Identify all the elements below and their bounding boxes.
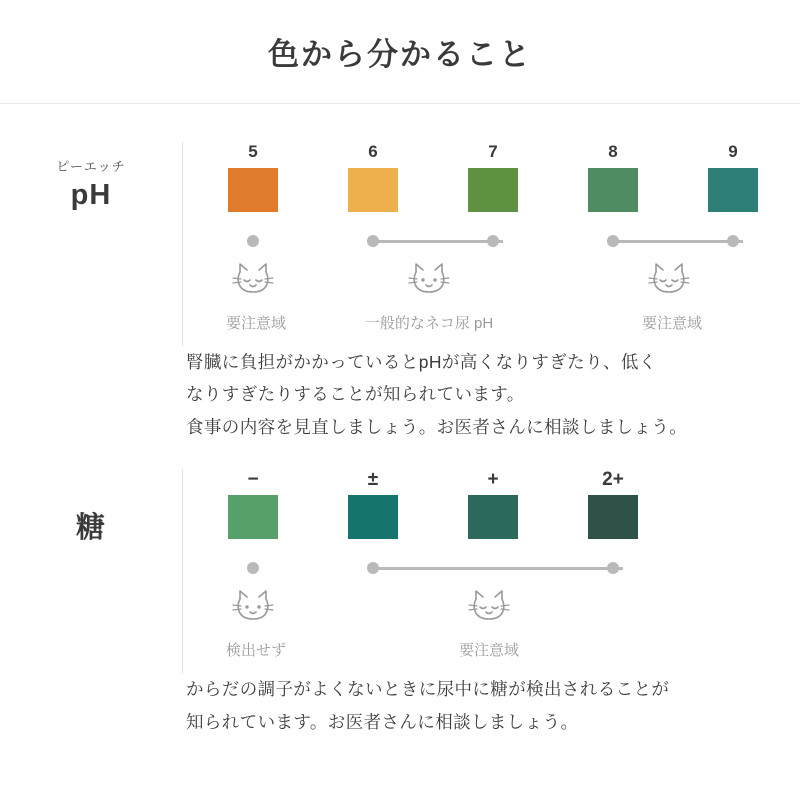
sugar-chart — [182, 469, 800, 673]
section-sugar — [0, 443, 800, 738]
section-ph — [0, 104, 800, 443]
ph-range-bar — [373, 240, 503, 243]
ph-caption: 要注意域 — [225, 315, 286, 332]
ph-value-label: 7 — [488, 142, 498, 161]
ph-cat-row — [183, 256, 800, 312]
ph-caption-row — [183, 312, 800, 346]
ph-range-dot — [247, 235, 259, 247]
cat-face-icon — [466, 583, 512, 629]
sugar-range-dot — [247, 562, 259, 574]
sugar-value-label: − — [247, 469, 259, 491]
sugar-value-label: 2+ — [602, 469, 624, 491]
sugar-range-track-row — [183, 557, 800, 583]
sugar-color-swatch — [468, 495, 518, 539]
cat-face-icon — [230, 256, 276, 302]
sugar-caption: 要注意域 — [458, 642, 519, 660]
ph-value-label: 5 — [248, 142, 258, 161]
ph-value-label: 9 — [728, 142, 738, 161]
ph-caption: 一般的なネコ尿 pH — [364, 315, 494, 332]
ph-range-dot — [607, 235, 619, 247]
cat-face-icon — [646, 256, 692, 302]
ph-paragraph-line: 食事の内容を見直しましょう。お医者さんに相談しましょう。 — [186, 416, 688, 437]
ph-range-track-row — [183, 230, 800, 256]
ph-color-swatch — [228, 168, 278, 212]
sugar-range-dot — [607, 562, 619, 574]
sugar-swatch-row — [183, 469, 800, 557]
ph-paragraph-line: なりすぎたりすることが知られています。 — [186, 384, 525, 405]
ph-range-dot — [367, 235, 379, 247]
sugar-paragraph-line: からだの調子がよくないときに尿中に糖が検出されることが — [186, 679, 670, 700]
ph-value-label: 8 — [608, 142, 618, 161]
ph-label-column — [0, 142, 182, 212]
sugar-caption-row — [183, 639, 800, 673]
sugar-value-label: + — [487, 469, 499, 491]
ph-paragraph-line: 腎臓に負担がかかっているとpHが高くなりすぎたり、低く — [186, 352, 657, 372]
ph-range-dot — [487, 235, 499, 247]
ph-color-swatch — [708, 168, 758, 212]
sugar-body-text — [0, 673, 800, 738]
ph-range-dot — [727, 235, 739, 247]
sugar-paragraph-line: 知られています。お医者さんに相談しましょう。 — [186, 711, 579, 732]
ph-color-swatch — [468, 168, 518, 212]
ph-color-swatch — [348, 168, 398, 212]
page-header — [0, 0, 800, 104]
sugar-value-label: ± — [367, 469, 379, 491]
cat-face-icon — [230, 583, 276, 629]
ph-chart-row — [0, 142, 800, 346]
ph-body-text — [0, 346, 800, 443]
sugar-color-swatch — [228, 495, 278, 539]
sugar-range-bar — [373, 567, 623, 570]
ph-swatch-row — [183, 142, 800, 230]
ph-caption: 要注意域 — [641, 315, 702, 332]
sugar-chart-row — [0, 469, 800, 673]
sugar-label-main: 糖 — [75, 512, 106, 545]
sugar-caption: 検出せず — [225, 642, 286, 660]
ph-label-kana: ピーエッチ — [56, 159, 126, 174]
sugar-color-swatch — [588, 495, 638, 539]
sugar-cat-row — [183, 583, 800, 639]
ph-label-main: pH — [70, 179, 112, 211]
sugar-range-dot — [367, 562, 379, 574]
ph-chart — [182, 142, 800, 346]
ph-value-label: 6 — [368, 142, 378, 161]
ph-range-bar — [613, 240, 743, 243]
sugar-color-swatch — [348, 495, 398, 539]
sugar-label-column — [0, 469, 182, 546]
cat-face-icon — [406, 256, 452, 302]
page-title: 色から分かること — [268, 37, 532, 72]
ph-color-swatch — [588, 168, 638, 212]
